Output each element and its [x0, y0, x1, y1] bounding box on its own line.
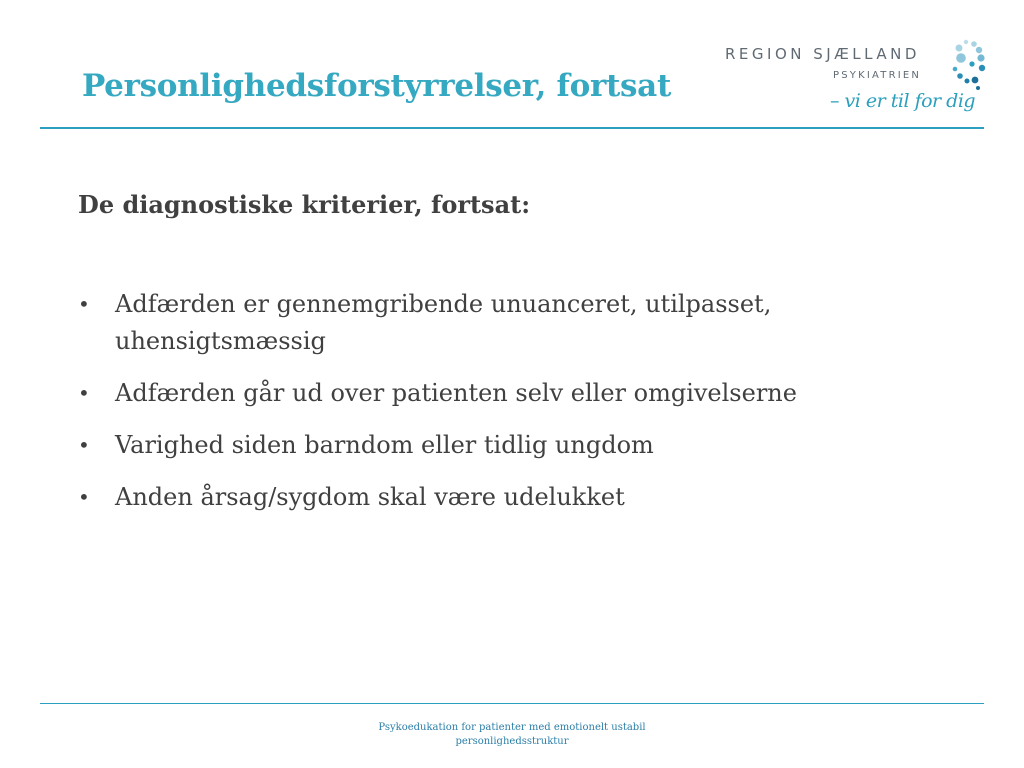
header-divider: [40, 127, 984, 129]
bullet-icon: •: [78, 485, 90, 509]
footer-line-1: Psykoedukation for patienter med emotionelt ustabil: [378, 722, 646, 733]
bullet-item: [78, 479, 898, 516]
bullet-text: Adfærden går ud over patienten selv eller omgivelserne: [115, 379, 797, 407]
bullet-text: Varighed siden barndom eller tidlig ungdom: [115, 431, 654, 459]
footer-text: [312, 721, 712, 749]
region-sjaelland-logo: [718, 36, 988, 128]
bullet-item: [78, 375, 898, 412]
logo-dots-icon: [946, 36, 990, 96]
bullet-text: Anden årsag/sygdom skal være udelukket: [115, 483, 625, 511]
footer-divider: [40, 703, 984, 704]
bullet-icon: •: [78, 433, 90, 457]
slide-subtitle: De diagnostiske kriterier, fortsat:: [78, 190, 531, 219]
bullet-text: Adfærden er gennemgribende unuanceret, utilpasset, uhensigtsmæssig: [115, 290, 772, 355]
logo-tagline: – vi er til for dig: [830, 90, 976, 112]
footer-line-2: personlighedsstruktur: [455, 736, 569, 747]
bullet-item: [78, 286, 898, 360]
bullet-icon: •: [78, 292, 90, 316]
bullet-list: [78, 286, 898, 531]
logo-department-text: PSYKIATRIEN: [833, 70, 922, 81]
logo-region-text: REGION SJÆLLAND: [725, 45, 920, 63]
bullet-item: [78, 427, 898, 464]
slide-title: Personlighedsforstyrrelser, fortsat: [82, 68, 671, 104]
bullet-icon: •: [78, 381, 90, 405]
